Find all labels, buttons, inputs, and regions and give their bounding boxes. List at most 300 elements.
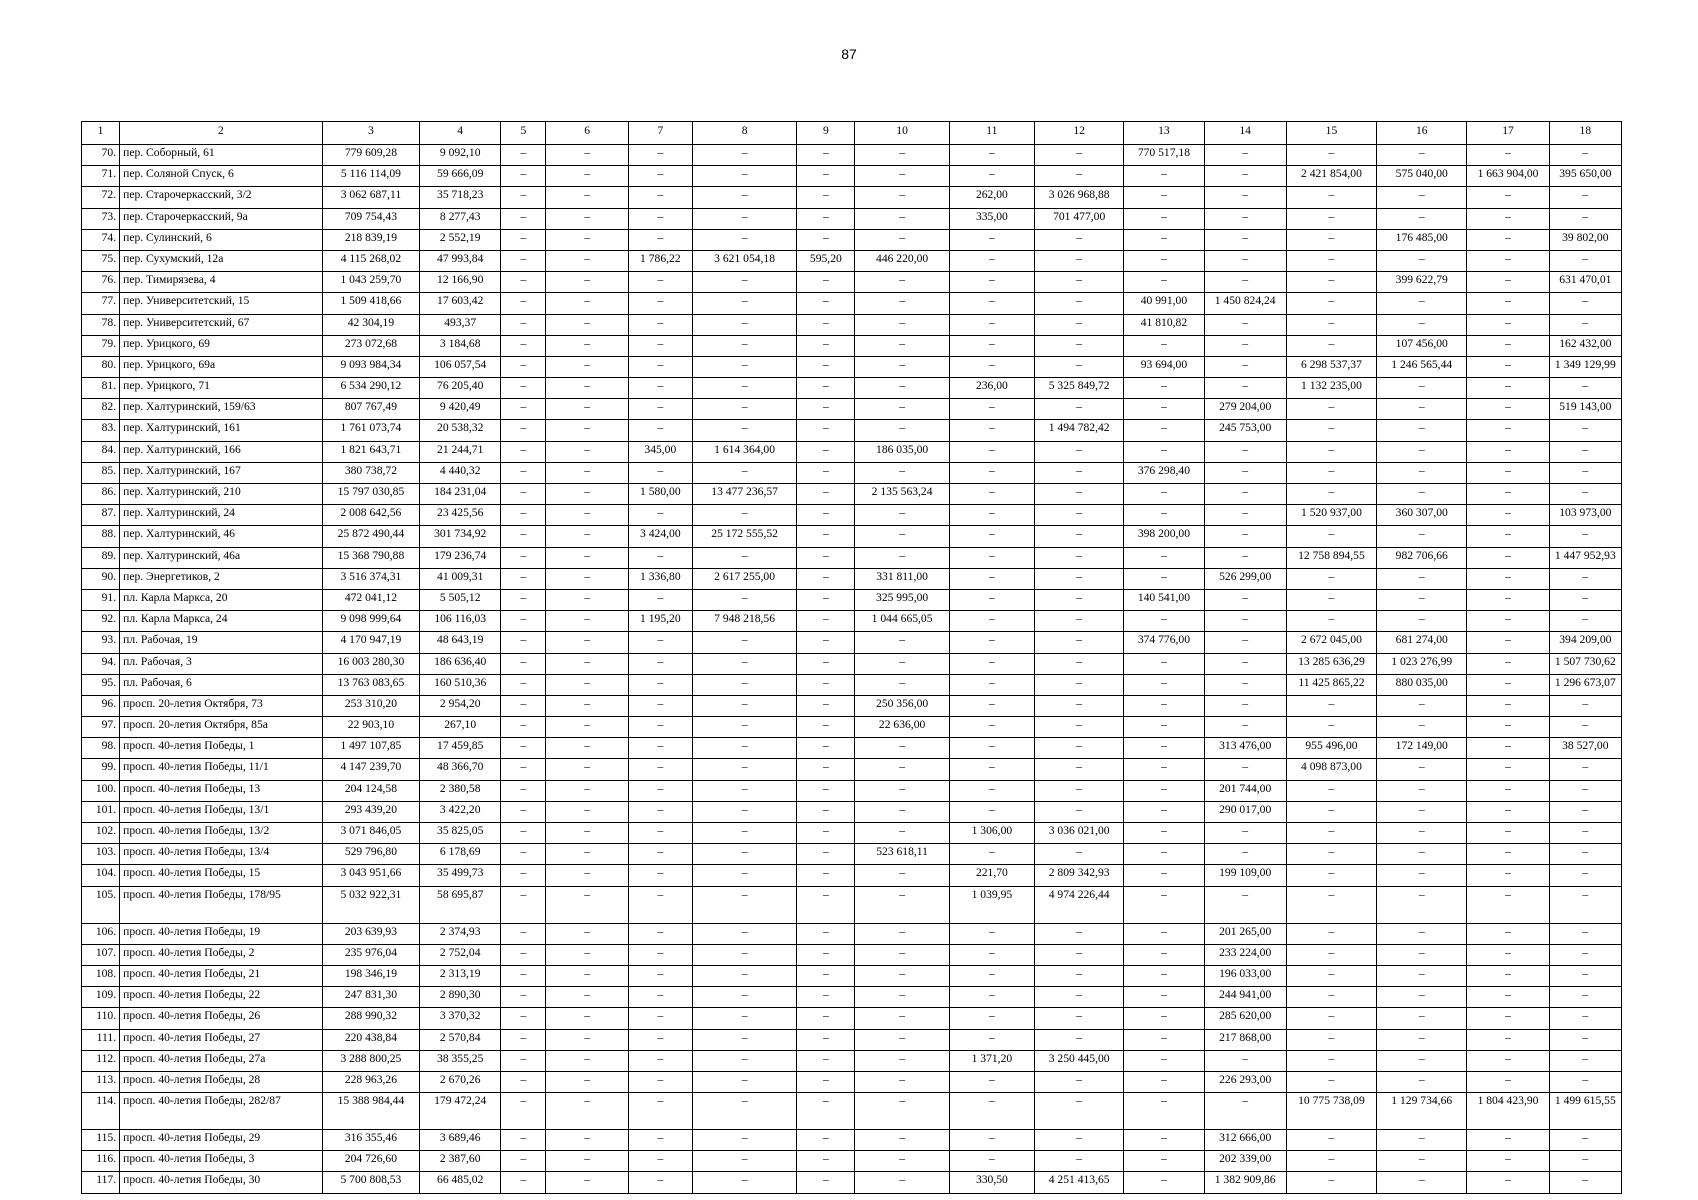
value-cell: –: [1286, 314, 1376, 335]
value-cell: 4 440,32: [420, 462, 501, 483]
value-cell: 3 288 800,25: [322, 1050, 419, 1071]
value-cell: 59 666,09: [420, 166, 501, 187]
value-cell: 3 026 968,88: [1035, 187, 1124, 208]
value-cell: 285 620,00: [1204, 1008, 1286, 1029]
value-cell: –: [855, 1151, 949, 1172]
value-cell: –: [1549, 1029, 1621, 1050]
value-cell: –: [1467, 801, 1549, 822]
value-cell: –: [546, 526, 628, 547]
value-cell: –: [1286, 611, 1376, 632]
value-cell: –: [1035, 462, 1124, 483]
address-cell: пер. Халтуринский, 46а: [120, 547, 323, 568]
value-cell: –: [797, 484, 855, 505]
value-cell: –: [501, 780, 546, 801]
value-cell: 472 041,12: [322, 589, 419, 610]
value-cell: –: [501, 420, 546, 441]
value-cell: –: [692, 653, 796, 674]
value-cell: –: [1204, 441, 1286, 462]
value-cell: –: [501, 250, 546, 271]
value-cell: –: [949, 335, 1034, 356]
table-row: [82, 293, 1622, 314]
value-cell: –: [855, 229, 949, 250]
value-cell: –: [546, 589, 628, 610]
value-cell: –: [1124, 568, 1204, 589]
value-cell: 103 973,00: [1549, 505, 1621, 526]
value-cell: –: [501, 653, 546, 674]
row-number-cell: 101.: [82, 801, 120, 822]
value-cell: –: [1035, 1130, 1124, 1151]
value-cell: 2 890,30: [420, 987, 501, 1008]
value-cell: –: [1035, 759, 1124, 780]
value-cell: –: [546, 759, 628, 780]
value-cell: –: [501, 314, 546, 335]
value-cell: 770 517,18: [1124, 145, 1204, 166]
row-number-cell: 100.: [82, 780, 120, 801]
value-cell: –: [692, 1071, 796, 1092]
value-cell: –: [1467, 462, 1549, 483]
value-cell: –: [1467, 738, 1549, 759]
value-cell: 2 313,19: [420, 965, 501, 986]
value-cell: 25 872 490,44: [322, 526, 419, 547]
value-cell: –: [1467, 632, 1549, 653]
value-cell: –: [949, 1029, 1034, 1050]
value-cell: 1 821 643,71: [322, 441, 419, 462]
value-cell: –: [1286, 208, 1376, 229]
value-cell: –: [1467, 865, 1549, 886]
value-cell: 4 974 226,44: [1035, 886, 1124, 923]
value-cell: 709 754,43: [322, 208, 419, 229]
value-cell: –: [628, 547, 692, 568]
value-cell: –: [1035, 1071, 1124, 1092]
value-cell: –: [1204, 505, 1286, 526]
value-cell: –: [1204, 166, 1286, 187]
value-cell: –: [628, 505, 692, 526]
value-cell: 2 670,26: [420, 1071, 501, 1092]
value-cell: –: [692, 505, 796, 526]
table-row: [82, 505, 1622, 526]
value-cell: –: [546, 780, 628, 801]
value-cell: 21 244,71: [420, 441, 501, 462]
value-cell: –: [692, 293, 796, 314]
address-cell: пер. Сухумский, 12а: [120, 250, 323, 271]
value-cell: 13 763 083,65: [322, 674, 419, 695]
value-cell: –: [797, 865, 855, 886]
table-row: [82, 399, 1622, 420]
address-cell: пер. Энергетиков, 2: [120, 568, 323, 589]
value-cell: –: [797, 293, 855, 314]
value-cell: 22 636,00: [855, 717, 949, 738]
address-cell: пер. Халтуринский, 166: [120, 441, 323, 462]
row-number-cell: 76.: [82, 272, 120, 293]
row-number-cell: 106.: [82, 923, 120, 944]
value-cell: –: [1204, 717, 1286, 738]
value-cell: 3 071 846,05: [322, 823, 419, 844]
table-row: [82, 229, 1622, 250]
value-cell: 201 744,00: [1204, 780, 1286, 801]
value-cell: –: [1124, 653, 1204, 674]
value-cell: –: [1377, 1130, 1467, 1151]
value-cell: –: [1286, 335, 1376, 356]
address-cell: пер. Урицкого, 71: [120, 378, 323, 399]
value-cell: –: [1467, 229, 1549, 250]
value-cell: –: [546, 717, 628, 738]
value-cell: –: [546, 1151, 628, 1172]
value-cell: –: [855, 526, 949, 547]
value-cell: –: [1467, 611, 1549, 632]
value-cell: 6 178,69: [420, 844, 501, 865]
value-cell: 172 149,00: [1377, 738, 1467, 759]
value-cell: 66 485,02: [420, 1172, 501, 1193]
value-cell: –: [797, 759, 855, 780]
value-cell: –: [1286, 250, 1376, 271]
value-cell: –: [855, 335, 949, 356]
value-cell: –: [797, 674, 855, 695]
value-cell: –: [501, 965, 546, 986]
value-cell: –: [1035, 801, 1124, 822]
row-number-cell: 104.: [82, 865, 120, 886]
value-cell: –: [949, 441, 1034, 462]
value-cell: –: [546, 356, 628, 377]
value-cell: 2 617 255,00: [692, 568, 796, 589]
value-cell: 2 387,60: [420, 1151, 501, 1172]
value-cell: –: [501, 208, 546, 229]
value-cell: 1 043 259,70: [322, 272, 419, 293]
address-cell: просп. 40-летия Победы, 15: [120, 865, 323, 886]
value-cell: –: [1549, 923, 1621, 944]
value-cell: –: [1204, 356, 1286, 377]
address-cell: пер. Халтуринский, 210: [120, 484, 323, 505]
value-cell: 523 618,11: [855, 844, 949, 865]
value-cell: –: [855, 187, 949, 208]
value-cell: –: [1204, 484, 1286, 505]
value-cell: –: [1035, 589, 1124, 610]
value-cell: –: [1124, 674, 1204, 695]
value-cell: 1 371,20: [949, 1050, 1034, 1071]
value-cell: –: [1035, 738, 1124, 759]
value-cell: 3 689,46: [420, 1130, 501, 1151]
address-cell: пер. Халтуринский, 161: [120, 420, 323, 441]
value-cell: –: [546, 272, 628, 293]
table-row: [82, 1071, 1622, 1092]
value-cell: –: [1377, 987, 1467, 1008]
value-cell: –: [949, 695, 1034, 716]
address-cell: пл. Карла Маркса, 20: [120, 589, 323, 610]
value-cell: 3 422,20: [420, 801, 501, 822]
row-number-cell: 73.: [82, 208, 120, 229]
value-cell: –: [797, 944, 855, 965]
value-cell: –: [1124, 547, 1204, 568]
row-number-cell: 110.: [82, 1008, 120, 1029]
value-cell: –: [628, 759, 692, 780]
value-cell: –: [546, 987, 628, 1008]
value-cell: –: [692, 695, 796, 716]
value-cell: –: [1204, 632, 1286, 653]
row-number-cell: 103.: [82, 844, 120, 865]
address-cell: просп. 20-летия Октября, 73: [120, 695, 323, 716]
value-cell: –: [797, 356, 855, 377]
value-cell: –: [501, 272, 546, 293]
value-cell: –: [797, 780, 855, 801]
value-cell: –: [1035, 547, 1124, 568]
row-number-cell: 70.: [82, 145, 120, 166]
table-row: [82, 314, 1622, 335]
value-cell: 9 093 984,34: [322, 356, 419, 377]
address-cell: просп. 40-летия Победы, 26: [120, 1008, 323, 1029]
value-cell: –: [1124, 378, 1204, 399]
value-cell: 1 761 073,74: [322, 420, 419, 441]
value-cell: –: [1467, 314, 1549, 335]
value-cell: –: [1377, 420, 1467, 441]
value-cell: 1 509 418,66: [322, 293, 419, 314]
value-cell: –: [949, 145, 1034, 166]
value-cell: –: [797, 886, 855, 923]
value-cell: –: [1035, 965, 1124, 986]
value-cell: 228 963,26: [322, 1071, 419, 1092]
address-cell: пер. Урицкого, 69: [120, 335, 323, 356]
value-cell: –: [1377, 441, 1467, 462]
address-cell: пер. Урицкого, 69а: [120, 356, 323, 377]
value-cell: –: [1035, 356, 1124, 377]
value-cell: –: [1035, 780, 1124, 801]
address-cell: просп. 40-летия Победы, 11/1: [120, 759, 323, 780]
value-cell: –: [949, 944, 1034, 965]
row-number-cell: 87.: [82, 505, 120, 526]
value-cell: 2 752,04: [420, 944, 501, 965]
value-cell: 262,00: [949, 187, 1034, 208]
value-cell: –: [628, 187, 692, 208]
value-cell: –: [949, 1008, 1034, 1029]
value-cell: 3 621 054,18: [692, 250, 796, 271]
value-cell: –: [797, 738, 855, 759]
row-number-cell: 112.: [82, 1050, 120, 1071]
value-cell: –: [1124, 1130, 1204, 1151]
value-cell: 3 184,68: [420, 335, 501, 356]
value-cell: –: [1549, 1008, 1621, 1029]
value-cell: 41 009,31: [420, 568, 501, 589]
value-cell: –: [628, 823, 692, 844]
value-cell: –: [628, 632, 692, 653]
value-cell: 982 706,66: [1377, 547, 1467, 568]
value-cell: –: [855, 987, 949, 1008]
value-cell: –: [501, 759, 546, 780]
value-cell: –: [949, 1151, 1034, 1172]
value-cell: –: [628, 314, 692, 335]
value-cell: –: [628, 145, 692, 166]
value-cell: –: [1035, 1029, 1124, 1050]
data-table: [81, 121, 1622, 1194]
value-cell: –: [1549, 378, 1621, 399]
value-cell: 595,20: [797, 250, 855, 271]
value-cell: 199 109,00: [1204, 865, 1286, 886]
column-header: 16: [1377, 122, 1467, 145]
value-cell: –: [628, 1029, 692, 1050]
value-cell: 203 639,93: [322, 923, 419, 944]
table-row: [82, 1093, 1622, 1130]
value-cell: –: [628, 844, 692, 865]
value-cell: –: [692, 462, 796, 483]
table-row: [82, 844, 1622, 865]
value-cell: –: [949, 293, 1034, 314]
row-number-cell: 72.: [82, 187, 120, 208]
value-cell: –: [949, 717, 1034, 738]
table-row: [82, 987, 1622, 1008]
value-cell: –: [1286, 1029, 1376, 1050]
value-cell: –: [949, 611, 1034, 632]
address-cell: просп. 40-летия Победы, 13/1: [120, 801, 323, 822]
value-cell: –: [628, 886, 692, 923]
value-cell: –: [797, 399, 855, 420]
row-number-cell: 93.: [82, 632, 120, 653]
address-cell: просп. 40-летия Победы, 22: [120, 987, 323, 1008]
value-cell: –: [501, 695, 546, 716]
value-cell: 1 494 782,42: [1035, 420, 1124, 441]
row-number-cell: 71.: [82, 166, 120, 187]
row-number-cell: 109.: [82, 987, 120, 1008]
table-row: [82, 250, 1622, 271]
value-cell: 312 666,00: [1204, 1130, 1286, 1151]
value-cell: 2 135 563,24: [855, 484, 949, 505]
value-cell: 244 941,00: [1204, 987, 1286, 1008]
value-cell: –: [546, 1071, 628, 1092]
value-cell: 1 450 824,24: [1204, 293, 1286, 314]
table-row: [82, 923, 1622, 944]
value-cell: –: [1286, 987, 1376, 1008]
value-cell: –: [692, 1050, 796, 1071]
value-cell: –: [797, 229, 855, 250]
value-cell: –: [501, 356, 546, 377]
value-cell: 204 124,58: [322, 780, 419, 801]
value-cell: –: [1467, 695, 1549, 716]
value-cell: –: [546, 378, 628, 399]
row-number-cell: 105.: [82, 886, 120, 923]
value-cell: –: [1286, 1008, 1376, 1029]
value-cell: –: [1467, 484, 1549, 505]
value-cell: 529 796,80: [322, 844, 419, 865]
value-cell: –: [1124, 441, 1204, 462]
column-header: 5: [501, 122, 546, 145]
value-cell: –: [628, 780, 692, 801]
address-cell: пер. Халтуринский, 167: [120, 462, 323, 483]
value-cell: –: [797, 965, 855, 986]
value-cell: 17 459,85: [420, 738, 501, 759]
value-cell: –: [855, 801, 949, 822]
value-cell: –: [1549, 759, 1621, 780]
value-cell: 3 370,32: [420, 1008, 501, 1029]
column-header: 6: [546, 122, 628, 145]
value-cell: –: [1035, 399, 1124, 420]
value-cell: –: [949, 653, 1034, 674]
value-cell: –: [1549, 987, 1621, 1008]
value-cell: 11 425 865,22: [1286, 674, 1376, 695]
value-cell: –: [1377, 780, 1467, 801]
value-cell: –: [692, 187, 796, 208]
value-cell: 1 195,20: [628, 611, 692, 632]
value-cell: –: [628, 378, 692, 399]
value-cell: –: [501, 166, 546, 187]
value-cell: –: [546, 674, 628, 695]
value-cell: 1 023 276,99: [1377, 653, 1467, 674]
value-cell: 35 718,23: [420, 187, 501, 208]
table-row: [82, 801, 1622, 822]
table-row: [82, 823, 1622, 844]
value-cell: –: [797, 1172, 855, 1193]
value-cell: –: [628, 653, 692, 674]
value-cell: –: [501, 865, 546, 886]
value-cell: 5 700 808,53: [322, 1172, 419, 1193]
value-cell: –: [1035, 717, 1124, 738]
value-cell: –: [1204, 695, 1286, 716]
value-cell: 6 298 537,37: [1286, 356, 1376, 377]
value-cell: –: [692, 420, 796, 441]
value-cell: –: [1035, 944, 1124, 965]
value-cell: 106 057,54: [420, 356, 501, 377]
value-cell: –: [1286, 589, 1376, 610]
value-cell: –: [628, 229, 692, 250]
value-cell: 399 622,79: [1377, 272, 1467, 293]
value-cell: 880 035,00: [1377, 674, 1467, 695]
value-cell: –: [1204, 526, 1286, 547]
value-cell: –: [1124, 250, 1204, 271]
value-cell: –: [692, 1130, 796, 1151]
value-cell: –: [1035, 695, 1124, 716]
value-cell: –: [692, 1029, 796, 1050]
value-cell: 380 738,72: [322, 462, 419, 483]
value-cell: –: [501, 674, 546, 695]
value-cell: –: [628, 865, 692, 886]
value-cell: 290 017,00: [1204, 801, 1286, 822]
value-cell: –: [1549, 611, 1621, 632]
value-cell: –: [1035, 166, 1124, 187]
row-number-cell: 95.: [82, 674, 120, 695]
value-cell: –: [949, 356, 1034, 377]
value-cell: –: [1124, 695, 1204, 716]
value-cell: –: [501, 505, 546, 526]
value-cell: –: [501, 526, 546, 547]
value-cell: –: [797, 1050, 855, 1071]
value-cell: –: [949, 272, 1034, 293]
value-cell: 179 472,24: [420, 1093, 501, 1130]
value-cell: –: [949, 250, 1034, 271]
value-cell: –: [1377, 801, 1467, 822]
value-cell: 779 609,28: [322, 145, 419, 166]
value-cell: –: [1549, 293, 1621, 314]
value-cell: –: [1204, 653, 1286, 674]
address-cell: пер. Старочеркасский, 3/2: [120, 187, 323, 208]
value-cell: –: [692, 944, 796, 965]
address-cell: просп. 40-летия Победы, 3: [120, 1151, 323, 1172]
value-cell: –: [949, 801, 1034, 822]
value-cell: –: [1286, 944, 1376, 965]
value-cell: 5 116 114,09: [322, 166, 419, 187]
value-cell: –: [546, 865, 628, 886]
value-cell: –: [1204, 208, 1286, 229]
value-cell: –: [692, 987, 796, 1008]
value-cell: –: [692, 272, 796, 293]
value-cell: –: [1549, 823, 1621, 844]
row-number-cell: 91.: [82, 589, 120, 610]
value-cell: –: [1377, 378, 1467, 399]
value-cell: –: [1377, 1071, 1467, 1092]
value-cell: –: [628, 738, 692, 759]
value-cell: 15 388 984,44: [322, 1093, 419, 1130]
table-row: [82, 589, 1622, 610]
value-cell: 162 432,00: [1549, 335, 1621, 356]
value-cell: 179 236,74: [420, 547, 501, 568]
value-cell: –: [1467, 923, 1549, 944]
value-cell: 1 306,00: [949, 823, 1034, 844]
value-cell: –: [1035, 526, 1124, 547]
table-row: [82, 653, 1622, 674]
